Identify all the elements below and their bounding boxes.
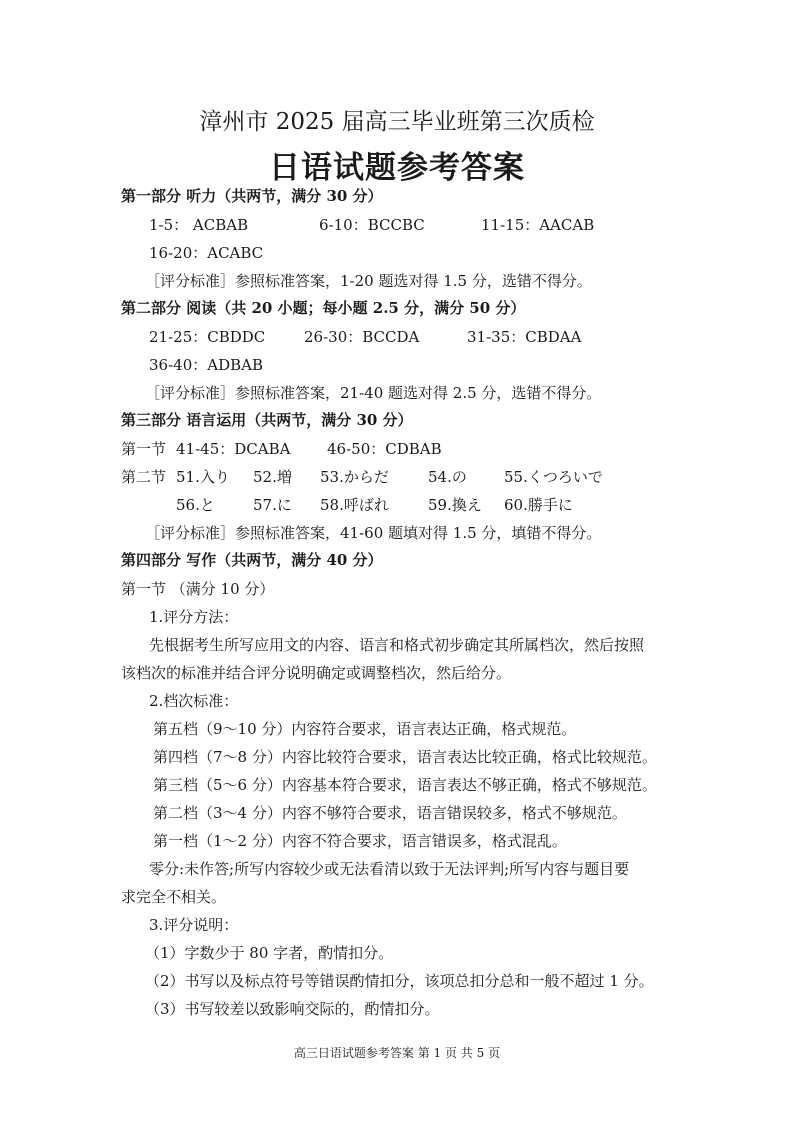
part3-answer-item: 58.呼ばれ (320, 496, 389, 514)
part3-answer-item: 59.換え (428, 496, 482, 514)
part1-criteria: ［评分标准］参照标准答案，1-20 题选对得 1.5 分，选错不得分。 (145, 272, 592, 290)
part3-answer-item: 55.くつろいで (504, 468, 603, 486)
part3-answer-item: 56.と (176, 496, 215, 514)
part4-section1-label: 第一节 （满分 10 分） (121, 580, 275, 598)
part3-answer-item: 52.増 (253, 468, 292, 486)
part3-answer-46-50: 46-50：CDBAB (327, 440, 442, 458)
part3-answer-item: 60.勝手に (504, 496, 573, 514)
grade-level-3: 第三档（5～6 分）内容基本符合要求，语言表达不够正确，格式不够规范。 (153, 776, 657, 794)
part3-answer-item: 53.からだ (320, 468, 389, 486)
part3-answer-item: 57.に (253, 496, 292, 514)
part1-answer-6-10: 6-10：BCCBC (319, 216, 425, 234)
zero-score-line1: 零分:未作答;所写内容较少或无法看清以致于无法评判;所写内容与题目要 (149, 860, 630, 878)
grade-level-5: 第五档（9～10 分）内容符合要求，语言表达正确，格式规范。 (153, 720, 577, 738)
part1-answer-16-20: 16-20：ACABC (149, 244, 264, 262)
grade-level-1: 第一档（1～2 分）内容不符合要求，语言错误多，格式混乱。 (153, 832, 567, 850)
part3-criteria: ［评分标准］参照标准答案，41-60 题填对得 1.5 分，填错不得分。 (145, 524, 602, 542)
part3-answer-item: 54.の (428, 468, 467, 486)
zero-score-line2: 求完全不相关。 (121, 888, 227, 906)
grade-standard-title: 2.档次标准： (149, 692, 239, 710)
document-subtitle: 日语试题参考答案 (269, 150, 525, 186)
part3-heading: 第三部分 语言运用（共两节，满分 30 分） (121, 411, 413, 429)
part3-section1-label: 第一节 (121, 440, 167, 458)
grade-level-4: 第四档（7～8 分）内容比较符合要求，语言表达比较正确，格式比较规范。 (153, 748, 657, 766)
part2-answer-31-35: 31-35：CBDAA (467, 328, 582, 346)
scoring-method-text-line1: 先根据考生所写应用文的内容、语言和格式初步确定其所属档次，然后按照 (149, 636, 645, 654)
scoring-note-2: （2）书写以及标点符号等错误酌情扣分，该项总扣分总和一般不超过 1 分。 (145, 972, 654, 990)
scoring-note-1: （1）字数少于 80 字者，酌情扣分。 (145, 944, 394, 962)
part3-section2-label: 第二节 (121, 468, 167, 486)
scoring-note-3: （3）书写较差以致影响交际的，酌情扣分。 (145, 1000, 440, 1018)
part1-heading: 第一部分 听力（共两节，满分 30 分） (121, 187, 383, 205)
document-title: 漳州市 2025 届高三毕业班第三次质检 (199, 109, 595, 135)
scoring-method-title: 1.评分方法： (149, 608, 239, 626)
part2-heading: 第二部分 阅读（共 20 小题；每小题 2.5 分，满分 50 分） (121, 299, 526, 317)
part3-answer-item: 51.入り (176, 468, 230, 486)
grade-level-2: 第二档（3～4 分）内容不够符合要求，语言错误较多，格式不够规范。 (153, 804, 627, 822)
page-footer: 高三日语试题参考答案 第 1 页 共 5 页 (293, 1046, 501, 1060)
scoring-notes-title: 3.评分说明： (149, 916, 239, 934)
part2-answer-21-25: 21-25：CBDDC (149, 328, 266, 346)
part2-answer-26-30: 26-30：BCCDA (304, 328, 420, 346)
part2-answer-36-40: 36-40：ADBAB (149, 356, 263, 374)
part1-answer-1-5: 1-5： ACBAB (149, 216, 249, 234)
part4-heading: 第四部分 写作（共两节，满分 40 分） (121, 551, 383, 569)
part3-answer-41-45: 41-45：DCABA (176, 440, 291, 458)
part2-criteria: ［评分标准］参照标准答案，21-40 题选对得 2.5 分，选错不得分。 (145, 384, 602, 402)
scoring-method-text-line2: 该档次的标准并结合评分说明确定或调整档次，然后给分。 (121, 664, 512, 682)
part1-answer-11-15: 11-15：AACAB (481, 216, 595, 234)
